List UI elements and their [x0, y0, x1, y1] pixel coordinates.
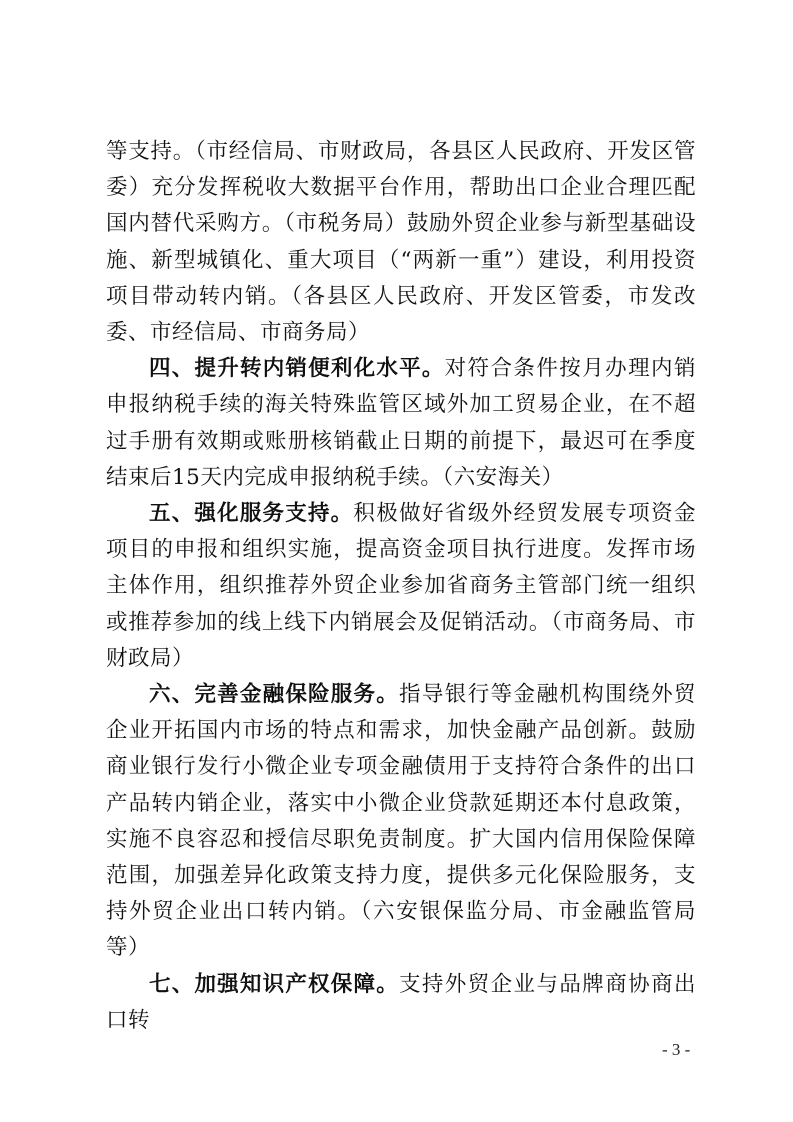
section-heading: 七、加强知识产权保障。 [149, 971, 399, 997]
paragraph-section-5 [106, 496, 696, 677]
paragraph-text: 等支持。（市经信局、市财政局，各县区人民政府、开发区管委）充分发挥税收大数据平台作用，帮助出口企业合理匹配国内替代采购方。（市税务局）鼓励外贸企业参与新型基础设施、新型城镇化、重大项目（“两新一重”）建设，利用投资项目带动转内销。（各县区人民政府、开发区管委，市发改委、市经信局、市商务局） [106, 139, 696, 346]
document-body [106, 134, 696, 1039]
paragraph-text: 支持外贸企业与品牌商协商出口转 [106, 971, 696, 1033]
paragraph-continuation [106, 134, 696, 351]
paragraph-text: 积极做好省级外经贸发展专项资金项目的申报和组织实施，提高资金项目执行进度。发挥市场主体作用，组织推荐外贸企业参加省商务主管部门统一组织或推荐参加的线上线下内销展会及促销活动。（市商务局、市财政局） [106, 501, 696, 671]
paragraph-section-6 [106, 677, 696, 967]
paragraph-text: 对符合条件按月办理内销申报纳税手续的海关特殊监管区域外加工贸易企业，在不超过手册有效期或账册核销截止日期的前提下，最迟可在季度结束后15天内完成申报纳税手续。（六安海关） [106, 356, 696, 490]
section-heading: 六、完善金融保险服务。 [149, 682, 399, 708]
paragraph-section-7 [106, 967, 696, 1039]
section-heading: 四、提升转内销便利化水平。 [149, 356, 445, 382]
paragraph-text: 指导银行等金融机构围绕外贸企业开拓国内市场的特点和需求，加快金融产品创新。鼓励商业银行发行小微企业专项金融债用于支持符合条件的出口产品转内销企业，落实中小微企业贷款延期还本付息政策，实施不良容忍和授信尽职免责制度。扩大国内信用保险保障范围，加强差异化政策支持力度，提供多元化保险服务，支持外贸企业出口转内销。（六安银保监分局、市金融监管局等） [106, 682, 696, 961]
section-heading: 五、强化服务支持。 [149, 501, 354, 527]
paragraph-section-4 [106, 351, 696, 496]
page-number: - 3 - [662, 1040, 691, 1059]
